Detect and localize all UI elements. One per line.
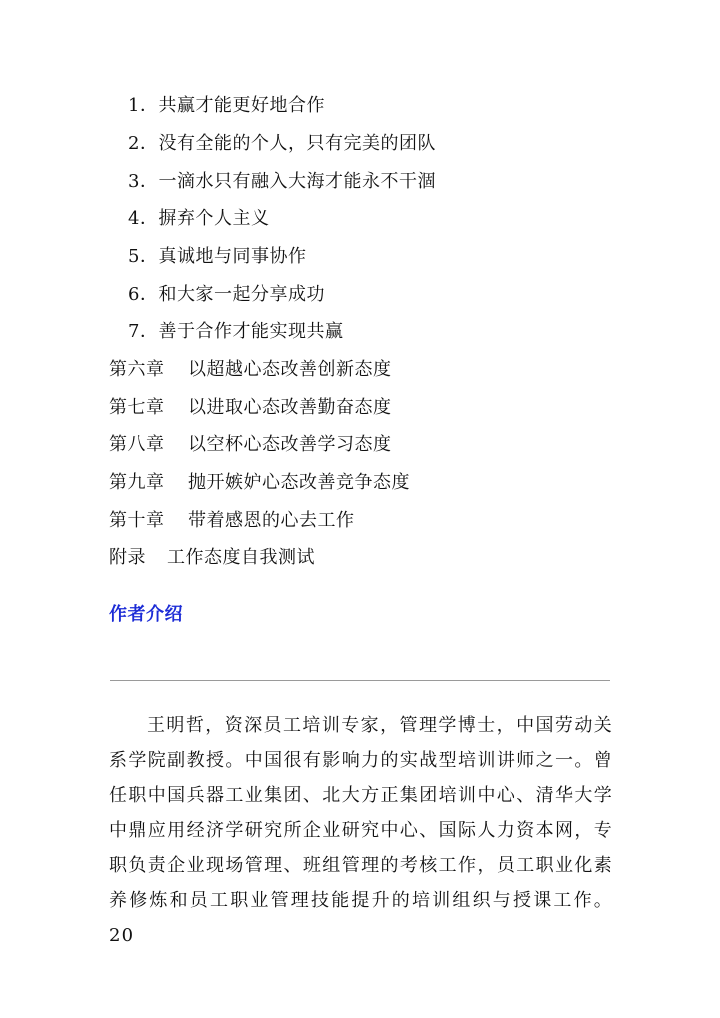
toc-subsection-item xyxy=(128,170,436,194)
toc-item-number: 5． xyxy=(128,246,159,267)
chapter-label: 第八章 xyxy=(109,434,165,455)
chapter-label: 第七章 xyxy=(109,397,165,418)
toc-chapter-item xyxy=(109,358,392,382)
chapter-title: 以进取心态改善勤奋态度 xyxy=(188,397,392,418)
author-bio-paragraph: 王明哲，资深员工培训专家，管理学博士，中国劳动关系学院副教授。中国很有影响力的实战型培训讲师之一。曾任职中国兵器工业集团、北大方正集团培训中心、清华大学中鼎应用经济学研究所企业研究中心、国际人力资本网，专职负责企业现场管理、班组管理的考核工作，员工职业化素养修炼和员工职业管理技能提升的培训组织与授课工作。20 xyxy=(109,715,613,946)
toc-item-title: 一滴水只有融入大海才能永不干涸 xyxy=(158,171,436,192)
toc-subsection-item xyxy=(128,132,436,156)
toc-chapter-item xyxy=(109,433,392,457)
toc-item-title: 摒弃个人主义 xyxy=(158,208,270,229)
toc-item-number: 3． xyxy=(128,171,159,192)
toc-item-number: 1． xyxy=(128,95,159,116)
section-divider xyxy=(110,680,610,681)
toc-subsection-item xyxy=(128,94,325,118)
chapter-label: 第六章 xyxy=(109,359,165,380)
toc-item-number: 4． xyxy=(128,208,159,229)
toc-item-title: 真诚地与同事协作 xyxy=(158,246,307,267)
toc-item-number: 6． xyxy=(128,284,159,305)
author-section-heading: 作者介绍 xyxy=(109,604,183,625)
chapter-title: 以空杯心态改善学习态度 xyxy=(188,434,392,455)
appendix-title: 工作态度自我测试 xyxy=(167,547,315,568)
chapter-title: 以超越心态改善创新态度 xyxy=(188,359,392,380)
appendix-label: 附录 xyxy=(109,547,146,568)
chapter-label: 第九章 xyxy=(109,472,165,493)
toc-chapter-item xyxy=(109,471,410,495)
toc-chapter-item xyxy=(109,396,392,420)
toc-subsection-item xyxy=(128,245,306,269)
toc-subsection-item xyxy=(128,207,269,231)
toc-chapter-item xyxy=(109,509,355,533)
chapter-label: 第十章 xyxy=(109,510,165,531)
toc-appendix-item xyxy=(109,546,315,570)
toc-item-number: 2． xyxy=(128,133,159,154)
toc-item-number: 7． xyxy=(128,321,159,342)
toc-item-title: 和大家一起分享成功 xyxy=(158,284,325,305)
chapter-title: 抛开嫉妒心态改善竞争态度 xyxy=(188,472,410,493)
toc-subsection-item xyxy=(128,283,325,307)
toc-item-title: 没有全能的个人，只有完美的团队 xyxy=(158,133,436,154)
chapter-title: 带着感恩的心去工作 xyxy=(188,510,355,531)
toc-item-title: 共赢才能更好地合作 xyxy=(158,95,325,116)
toc-subsection-item xyxy=(128,320,343,344)
toc-item-title: 善于合作才能实现共赢 xyxy=(158,321,344,342)
